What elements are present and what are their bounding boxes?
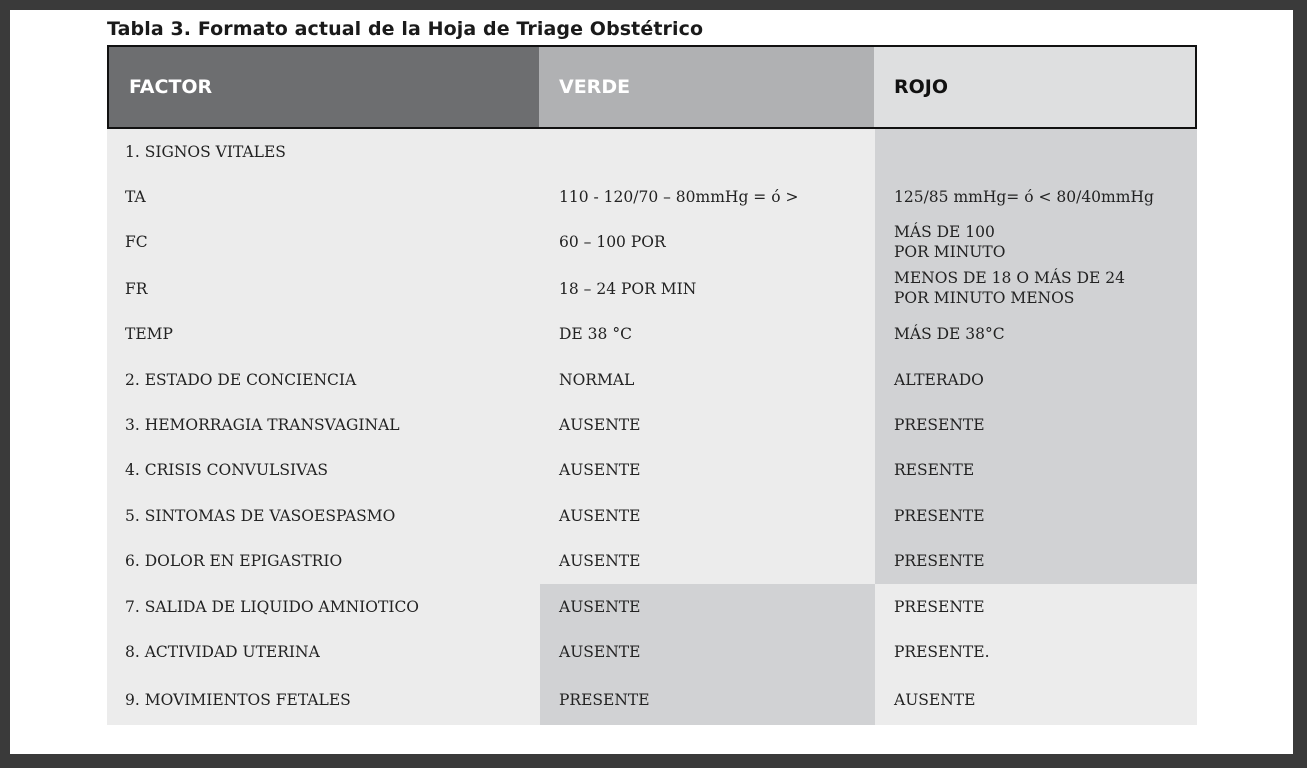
- cell-rojo: PRESENTE: [894, 598, 985, 616]
- document-page: [10, 10, 1293, 754]
- cell-rojo: PRESENTE: [894, 507, 985, 525]
- cell-factor: 7. SALIDA DE LIQUIDO AMNIOTICO: [125, 598, 420, 616]
- cell-verde: AUSENTE: [559, 461, 641, 479]
- header-verde: VERDE: [539, 45, 874, 129]
- cell-rojo-line2: POR MINUTO: [894, 243, 1006, 261]
- cell-rojo: MÁS DE 38°C: [894, 325, 1005, 343]
- cell-rojo: PRESENTE: [894, 416, 985, 434]
- cell-rojo: MENOS DE 18 O MÁS DE 24: [894, 269, 1125, 287]
- cell-verde: AUSENTE: [559, 507, 641, 525]
- cell-factor: FR: [125, 280, 148, 298]
- table-caption: Tabla 3. Formato actual de la Hoja de Triage Obstétrico: [107, 18, 704, 40]
- cell-rojo: MÁS DE 100: [894, 223, 995, 241]
- cell-factor: 6. DOLOR EN EPIGASTRIO: [125, 552, 343, 570]
- cell-verde: AUSENTE: [559, 552, 641, 570]
- cell-rojo: AUSENTE: [894, 691, 976, 709]
- header-rojo: ROJO: [874, 45, 1197, 129]
- cell-rojo: PRESENTE.: [894, 643, 990, 661]
- cell-verde: AUSENTE: [559, 416, 641, 434]
- cell-verde: PRESENTE: [559, 691, 650, 709]
- cell-verde: 18 – 24 POR MIN: [559, 280, 697, 298]
- cell-verde: AUSENTE: [559, 598, 641, 616]
- cell-factor: 3. HEMORRAGIA TRANSVAGINAL: [125, 416, 400, 434]
- cell-factor: TA: [125, 188, 146, 206]
- cell-verde: AUSENTE: [559, 643, 641, 661]
- cell-verde: 60 – 100 POR: [559, 233, 666, 251]
- cell-rojo: PRESENTE: [894, 552, 985, 570]
- cell-verde: 110 - 120/70 – 80mmHg = ó >: [559, 188, 799, 206]
- cell-factor: 9. MOVIMIENTOS FETALES: [125, 691, 351, 709]
- cell-factor: 2. ESTADO DE CONCIENCIA: [125, 371, 357, 389]
- cell-factor: TEMP: [125, 325, 173, 343]
- cell-factor: 1. SIGNOS VITALES: [125, 143, 286, 161]
- cell-rojo-line2: POR MINUTO MENOS: [894, 289, 1075, 307]
- triage-table: [107, 45, 1197, 725]
- cell-factor: 5. SINTOMAS DE VASOESPASMO: [125, 507, 396, 525]
- cell-verde: NORMAL: [559, 371, 635, 389]
- cell-factor: FC: [125, 233, 148, 251]
- cell-factor: 8. ACTIVIDAD UTERINA: [125, 643, 320, 661]
- header-factor: FACTOR: [107, 45, 539, 129]
- cell-rojo: RESENTE: [894, 461, 975, 479]
- cell-rojo: ALTERADO: [894, 371, 984, 389]
- cell-rojo: 125/85 mmHg= ó < 80/40mmHg: [894, 188, 1154, 206]
- cell-verde: DE 38 °C: [559, 325, 632, 343]
- cell-factor: 4. CRISIS CONVULSIVAS: [125, 461, 329, 479]
